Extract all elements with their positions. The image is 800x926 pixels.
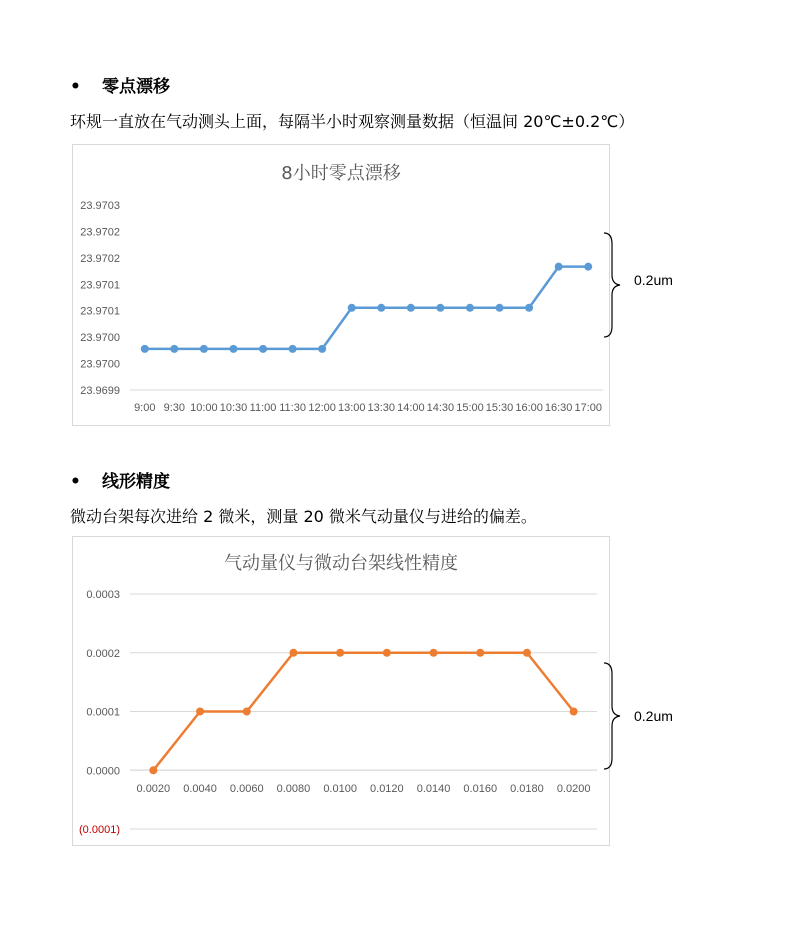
data-point <box>584 263 592 271</box>
section1-heading <box>70 72 170 97</box>
section1-paragraph: 环规一直放在气动测头上面，每隔半小时观察测量数据（恒温间 20℃±0.2℃） <box>70 112 635 131</box>
brace-icon <box>600 662 624 770</box>
x-tick-label: 14:30 <box>426 402 455 414</box>
y-tick-label: 23.9700 <box>80 332 120 345</box>
x-tick-label: 16:00 <box>515 402 543 414</box>
data-point <box>170 345 178 353</box>
y-tick-label: 23.9699 <box>80 385 120 397</box>
x-tick-label: 9:00 <box>134 402 156 414</box>
data-point <box>336 649 344 657</box>
linearity-chart <box>72 536 610 846</box>
data-point <box>348 304 356 312</box>
y-tick-label: 23.9702 <box>80 252 120 265</box>
data-point <box>318 345 326 353</box>
data-point <box>436 304 444 312</box>
x-tick-label: 15:00 <box>456 402 484 414</box>
bullet-marker: • <box>70 77 81 97</box>
x-tick-label: 0.0040 <box>183 783 217 795</box>
data-point <box>430 649 438 657</box>
data-point <box>523 649 531 657</box>
brace2-label: 0.2um <box>634 708 673 724</box>
section2-heading <box>70 467 170 492</box>
data-point <box>229 345 237 353</box>
y-tick-label: 0.0003 <box>86 589 120 601</box>
y-tick-label: 0.0000 <box>86 765 120 778</box>
y-tick-label: 23.9701 <box>80 279 120 292</box>
x-tick-label: 0.0200 <box>556 783 591 795</box>
x-tick-label: 13:30 <box>367 402 396 414</box>
data-point <box>555 263 563 271</box>
drift-chart-svg <box>73 145 609 425</box>
brace-icon <box>600 232 624 338</box>
data-point <box>525 304 533 312</box>
x-tick-label: 0.0060 <box>229 783 264 795</box>
data-point <box>289 345 297 353</box>
data-point <box>289 649 297 657</box>
drift-chart <box>72 144 610 426</box>
x-tick-label: 11:00 <box>249 402 277 414</box>
x-tick-label: 14:00 <box>397 402 425 414</box>
x-tick-label: 15:30 <box>485 402 514 414</box>
y-tick-label: 0.0001 <box>86 706 120 719</box>
x-tick-label: 12:00 <box>308 402 336 414</box>
data-point <box>496 304 504 312</box>
data-point <box>466 304 474 312</box>
x-tick-label: 0.0120 <box>370 783 404 795</box>
x-tick-label: 9:30 <box>163 402 186 414</box>
x-tick-label: 0.0140 <box>416 783 451 795</box>
x-tick-label: 0.0180 <box>510 783 544 795</box>
y-tick-label: 23.9702 <box>80 226 120 239</box>
x-tick-label: 16:30 <box>544 402 573 414</box>
chart-title: 8小时零点漂移 <box>281 163 401 184</box>
y-tick-label: 23.9700 <box>80 358 120 371</box>
y-tick-label: 23.9703 <box>80 200 120 212</box>
x-tick-label: 0.0020 <box>136 783 171 795</box>
x-tick-label: 10:00 <box>190 402 218 414</box>
x-tick-label: 11:30 <box>279 402 306 414</box>
data-point <box>141 345 149 353</box>
data-point <box>200 345 208 353</box>
series-line <box>145 267 588 349</box>
data-point <box>407 304 415 312</box>
x-tick-label: 0.0160 <box>463 783 498 795</box>
bullet-marker: • <box>70 472 81 492</box>
section2-heading-text: 线形精度 <box>102 472 170 492</box>
x-tick-label: 0.0100 <box>323 783 357 795</box>
data-point <box>243 708 251 716</box>
y-tick-label: 23.9701 <box>80 305 120 318</box>
x-tick-label: 0.0080 <box>276 783 311 795</box>
y-tick-label: 0.0002 <box>86 647 120 660</box>
x-tick-label: 10:30 <box>219 402 248 414</box>
section2-paragraph: 微动台架每次进给 2 微米，测量 20 微米气动量仪与进给的偏差。 <box>70 507 537 526</box>
data-point <box>570 708 578 716</box>
chart-title: 气动量仪与微动台架线性精度 <box>224 553 458 574</box>
data-point <box>377 304 385 312</box>
data-point <box>149 766 157 774</box>
data-point <box>476 649 484 657</box>
section1-heading-text: 零点漂移 <box>102 77 170 97</box>
data-point <box>196 708 204 716</box>
x-tick-label: 13:00 <box>337 402 366 414</box>
y-tick-label: (0.0001) <box>79 824 120 836</box>
linearity-chart-svg <box>73 537 609 845</box>
x-tick-label: 17:00 <box>574 402 602 414</box>
brace1-label: 0.2um <box>634 272 673 288</box>
data-point <box>383 649 391 657</box>
data-point <box>259 345 267 353</box>
